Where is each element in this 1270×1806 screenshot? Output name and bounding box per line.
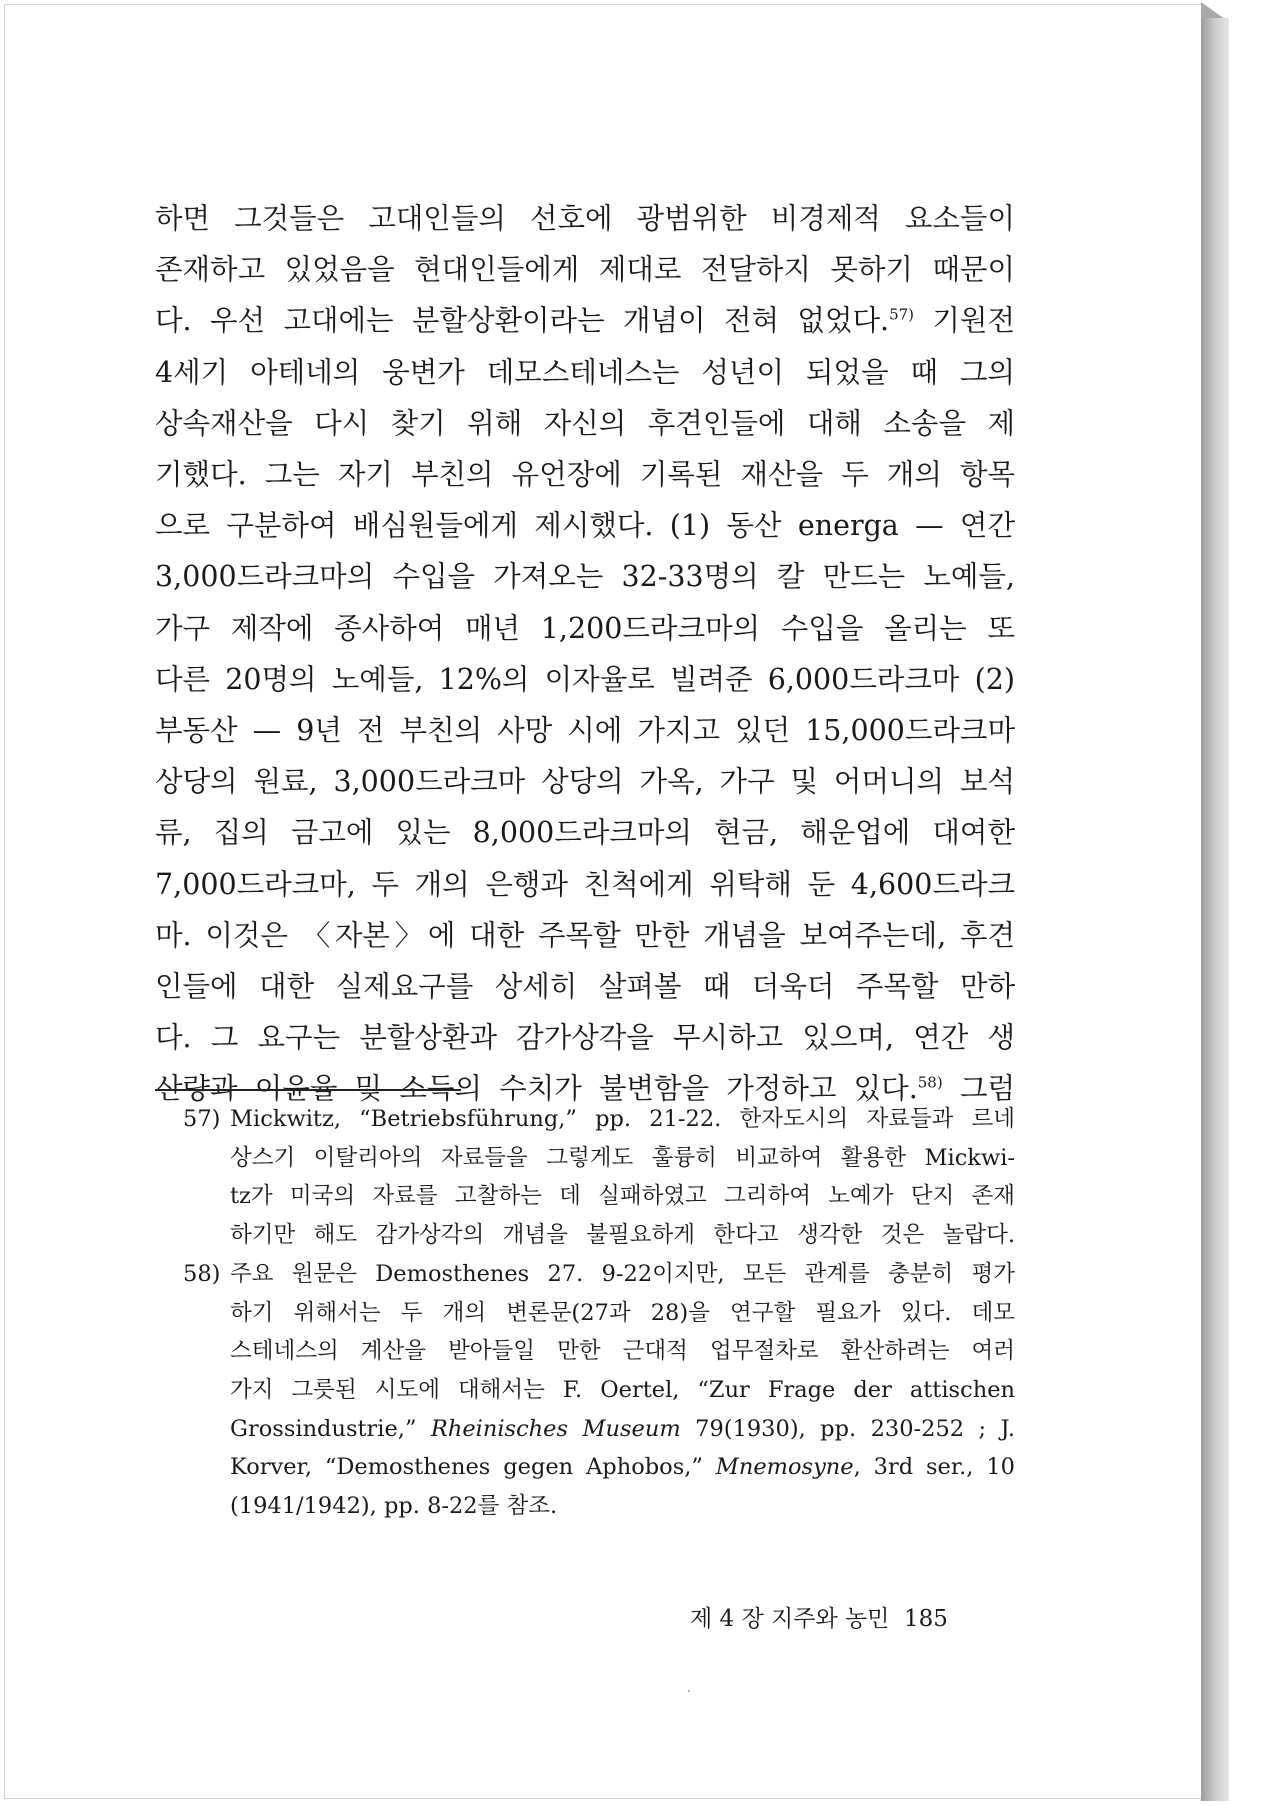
body-line-3-text: 다. 우선 고대에는 분할상환이라는 개념이 전혀 없었다.: [155, 304, 890, 338]
body-line-9: 가구 제작에 종사하여 매년 1,200드라크마의 수입을 올리는 또: [155, 611, 1015, 645]
footnote-58-line-6: [230, 1448, 1015, 1487]
body-line-1: 하면 그것들은 고대인들의 선호에 광범위한 비경제적 요소들이: [155, 202, 1015, 235]
body-line-11: 부동산 — 9년 전 부친의 사망 시에 가지고 있던 15,000드라크마: [155, 714, 1015, 748]
body-text: [155, 193, 1015, 1115]
body-line-15: 마. 이것은 〈자본〉에 대한 주목할 만한 개념을 보여주는데, 후견: [155, 918, 1015, 952]
footnote-57-line-3: tz가 미국의 자료를 고찰하는 데 실패하였고 그리하여 노예가 단지 존재: [230, 1183, 1015, 1210]
footnote-divider: [155, 1089, 461, 1091]
note-ref-57[interactable]: 57): [889, 305, 915, 324]
body-line-10: 다른 20명의 노예들, 12%의 이자율로 빌려준 6,000드라크마 (2): [155, 662, 1015, 696]
scan-speck: [688, 1690, 690, 1692]
footnote-58: [183, 1255, 1015, 1526]
running-footer: [690, 1600, 948, 1633]
footnote-57-line-4: 하기만 해도 감가상각의 개념을 불필요하게 한다고 생각한 것은 놀랍다.: [230, 1222, 1015, 1249]
footnote-58-number: 58): [183, 1260, 221, 1287]
footnote-58-line-6-a: Korver, “Demosthenes gegen Aphobos,”: [230, 1454, 716, 1481]
body-line-12: 상당의 원료, 3,000드라크마 상당의 가옥, 가구 및 어머니의 보석: [155, 765, 1015, 799]
body-line-18-tail: 그럼: [959, 1072, 1015, 1106]
body-line-4: 4세기 아테네의 웅변가 데모스테네스는 성년이 되었을 때 그의: [155, 355, 1015, 389]
page-edge-shadow: [1201, 18, 1229, 1801]
footnote-58-line-3: 스테네스의 계산을 받아들일 만한 근대적 업무절차로 환산하려는 여러: [230, 1338, 1015, 1365]
body-line-17: 다. 그 요구는 분할상환과 감가상각을 무시하고 있으며, 연간 생: [155, 1021, 1015, 1055]
body-line-8: 3,000드라크마의 수입을 가져오는 32-33명의 칼 만드는 노예들,: [155, 560, 1015, 594]
chapter-title: 제 4 장 지주와 농민: [690, 1606, 890, 1632]
body-line-3: [155, 295, 1015, 346]
footnote-58-line-5-a: Grossindustrie,”: [230, 1415, 431, 1442]
body-line-14: 7,000드라크마, 두 개의 은행과 친척에게 위탁해 둔 4,600드라크: [155, 867, 1015, 901]
body-line-13: 류, 집의 금고에 있는 8,000드라크마의 현금, 해운업에 대여한: [155, 816, 1015, 850]
footnote-57-line-2: 상스기 이탈리아의 자료들을 그렇게도 훌륭히 비교하여 활용한 Mickwi-: [230, 1144, 1015, 1171]
footnote-58-line-2: 하기 위해서는 두 개의 변론문(27과 28)을 연구할 필요가 있다. 데모: [230, 1299, 1015, 1326]
journal-title-rheinisches-museum: Rheinisches Museum: [430, 1415, 681, 1442]
body-line-2: 존재하고 있었음을 현대인들에게 제대로 전달하지 못하기 때문이: [155, 253, 1015, 287]
footnote-58-line-6-b: , 3rd ser., 10: [853, 1454, 1015, 1481]
body-line-18-text: 산량과 이윤율 및 소득의 수치가 불변함을 가정하고 있다.: [155, 1072, 918, 1106]
footnote-58-line-7: (1941/1942), pp. 8-22를 참조.: [230, 1493, 558, 1520]
body-line-16: 인들에 대한 실제요구를 상세히 살펴볼 때 더욱더 주목할 만하: [155, 970, 1015, 1004]
footnote-58-line-1: 주요 원문은 Demosthenes 27. 9-22이지만, 모든 관계를 충분히 평가: [230, 1260, 1015, 1287]
footnote-58-line-5: [230, 1410, 1015, 1449]
body-line-3-tail: 기원전: [932, 304, 1015, 338]
footnote-58-line-5-b: 79(1930), pp. 230-252 ; J.: [680, 1415, 1015, 1442]
footnote-58-line-4: 가지 그릇된 시도에 대해서는 F. Oertel, “Zur Frage der attischen: [230, 1376, 1015, 1403]
body-line-5: 상속재산을 다시 찾기 위해 자신의 후견인들에 대해 소송을 제: [155, 406, 1015, 440]
footnote-57-number: 57): [183, 1106, 221, 1132]
journal-title-mnemosyne: Mnemosyne: [715, 1454, 854, 1481]
body-line-7: 으로 구분하여 배심원들에게 제시했다. (1) 동산 energa — 연간: [155, 509, 1015, 543]
page-number: 185: [904, 1606, 948, 1632]
footnotes: [183, 1100, 1015, 1526]
note-ref-58[interactable]: 58): [917, 1073, 943, 1092]
footnote-57: [183, 1100, 1015, 1255]
body-line-6: 기했다. 그는 자기 부친의 유언장에 기록된 재산을 두 개의 항목: [155, 458, 1015, 492]
footnote-57-line-1: Mickwitz, “Betriebsführung,” pp. 21-22. 한자도시의 자료들과 르네: [230, 1106, 1015, 1132]
